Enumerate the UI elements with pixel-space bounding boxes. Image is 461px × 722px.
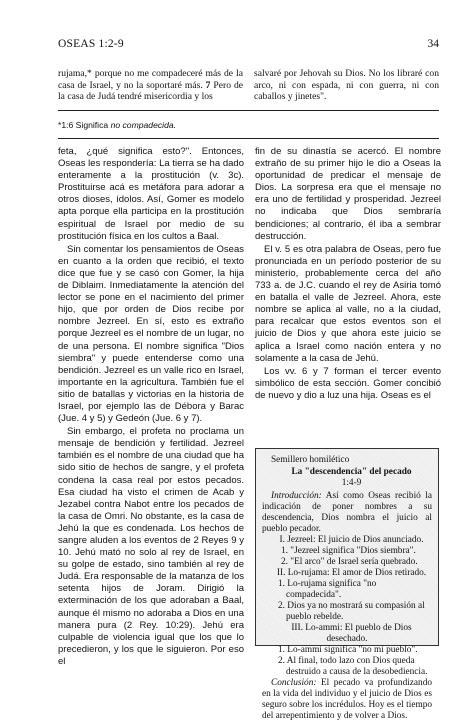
outline-subpoint: 2. Al final, todo lazo con Dios queda destruido a causa de la desobediencia. bbox=[278, 656, 428, 677]
verse-number: 7 bbox=[205, 79, 211, 91]
outline-point-heading: I. Jezreel: El juicio de Dios anunciado. bbox=[279, 535, 424, 545]
box-title: La "descendencia" del pecado bbox=[291, 467, 412, 477]
outline-point-heading: II. Lo-rujama: El amor de Dios retirado. bbox=[276, 568, 427, 578]
outline-subpoint: 1. Lo-rujama significa "no compadecida". bbox=[278, 579, 377, 600]
scripture-text-part: Pero de la casa de Judá tendré misericordia y los bbox=[58, 79, 244, 102]
commentary-column-2 bbox=[255, 146, 441, 403]
box-kicker: Semillero homilético bbox=[271, 455, 350, 465]
box-reference: 1:4-9 bbox=[341, 478, 362, 488]
scripture-paragraph: salvaré por Jehovah su Dios. No los libraré con arco, ni con espada, ni con guerra, ni con caballos y jinetes". bbox=[254, 68, 439, 102]
page-number: 34 bbox=[427, 38, 439, 50]
scripture-column-2 bbox=[254, 68, 439, 103]
divider-rule bbox=[58, 110, 439, 111]
scripture-paragraph bbox=[58, 68, 243, 103]
conclusion-label: Conclusión: bbox=[271, 678, 317, 688]
outline-subpoint: 1. "Jezreel significa "Dios siembra". bbox=[281, 546, 416, 556]
footnote-italic: no compadecida. bbox=[110, 120, 177, 130]
footnote bbox=[58, 120, 439, 130]
commentary-paragraph: fin de su dinastía se acercó. El nombre extraño de su primer hijo le dio a Oseas la oportunidad de predicar el mensaje de Dios. La sorpresa era que el mensaje no era uno de fertilidad y prosperidad. Jezreel no indicaba que Dios sembraría bendiciones; al contrario, él iba a sembrar destrucción. bbox=[255, 146, 441, 242]
sermon-outline-box bbox=[255, 448, 439, 721]
outline-subpoint: 2. "El arco" de Israel sería quebrado. bbox=[281, 557, 418, 567]
commentary-paragraph: El v. 5 es otra palabra de Oseas, pero fue pronunciada en un período posterior de su ministerio, probablemente cerca del año 733 a. de J.C. cuando el rey de Asiria tomó en batalla el valle de Jezreel. Ahora, este nombre se aplica al valle, no a la ciudad, para recalcar que estos eventos son el juicio de Dios y que ahora este juicio se aplica a Israel como nación entera y no solamente a la casa de Jehú. bbox=[255, 243, 441, 364]
running-title: OSEAS 1:2-9 bbox=[58, 38, 124, 50]
outline-subpoint: 2. Dios ya no mostrará su compasión al pueblo rebelde. bbox=[278, 601, 425, 622]
commentary-body bbox=[58, 146, 441, 721]
scripture-text-part: rujama,* porque no me compadeceré más de la casa de Israel, y no la soportaré más. bbox=[58, 68, 243, 91]
commentary-paragraph: Los vv. 6 y 7 forman el tercer evento simbólico de esta sección. Gomer concibió de nuevo y dio a luz una hija. Oseas es el bbox=[255, 365, 441, 401]
outline-subpoint: 1. Lo-ammi significa "no mi pueblo". bbox=[278, 645, 418, 655]
commentary-column-1 bbox=[58, 146, 244, 669]
scripture-column-1 bbox=[58, 68, 243, 103]
commentary-paragraph: Sin comentar los pensamientos de Oseas en cuanto a la orden que recibió, el texto dice que fue y se casó con Gomer, la hija de Diblaim. Inmediatamente la atención del lector se pone en el nacimiento del primer hijo, que por orden de Dios recibe por nombre Jezreel. En sí, esto es extraño porque Jezreel es el nombre de un lugar, no de una persona. El nombre significa "Dios siembra" y puede entenderse como una bendición. Jezreel es un valle rico en Israel, importante en la agricultura. También fue el sitio de batallas y victorias en la historia de Israel, por ejemplo las de Débora y Barac (Jue. 4 y 5) y Gedeón (Jue. 6 y 7). bbox=[58, 243, 244, 425]
box-conclusion bbox=[262, 678, 432, 722]
outline-point-heading: III. Lo-ammi: El pueblo de Dios desechado. bbox=[291, 623, 412, 644]
divider-rule bbox=[58, 138, 439, 139]
intro-text: Así como Oseas recibió la indicación de poner nombres a su descendencia, Dios nombra el juicio al pueblo pecador. bbox=[262, 491, 433, 534]
intro-label: Introducción: bbox=[271, 491, 322, 501]
commentary-paragraph: Sin embargo, el profeta no proclama un mensaje de bendición y fertilidad. Jezreel también es el nombre de una ciudad que ha sido sitio de hechos de sangre, y el profeta condena la casa real por estos pecados. Esa ciudad ha visto el crimen de Acab y Jezabel contra Nabot entre los pecados de la casa de Omri. No obstante, es la casa de Jehú la que es condenada. Los hechos de sangre aluden a los eventos de 2 Reyes 9 y 10. Jehú mató no solo al rey de Israel, en su golpe de estado, sino también al rey de Judá. Era responsable de la matanza de los setenta hijos de Joram. Dirigió la exterminación de los que adoraban a Baal, aunque él mismo no adoraba a Dios en una manera pura (2 Rey. 10:29). Jehú era culpable de violencia igual que los que lo precedieron, y los que le siguieron. Por eso el bbox=[58, 426, 244, 667]
footnote-marker: *1:6 Significa bbox=[58, 120, 109, 130]
running-header bbox=[58, 38, 439, 52]
box-intro bbox=[262, 491, 432, 535]
conclusion-text: El pecado va profundizando en la vida del individuo y el juicio de Dios es seguro sobre los incrédulos. Hoy es el tiempo del arrepentimiento y de volver a Dios. bbox=[262, 678, 432, 721]
commentary-paragraph: feta, ¿qué significa esto?". Entonces, Oseas les respondería: La tierra se ha dado enteramente a la prostitución (v. 3c). Prostituirse acá es metáfora para adorar a otros dioses, ídolos. Así, Gomer es modelo apta porque ella participa en la prostitución espiritual de Israel por medio de su prostitución física en los cultos a Baal. bbox=[58, 146, 244, 242]
